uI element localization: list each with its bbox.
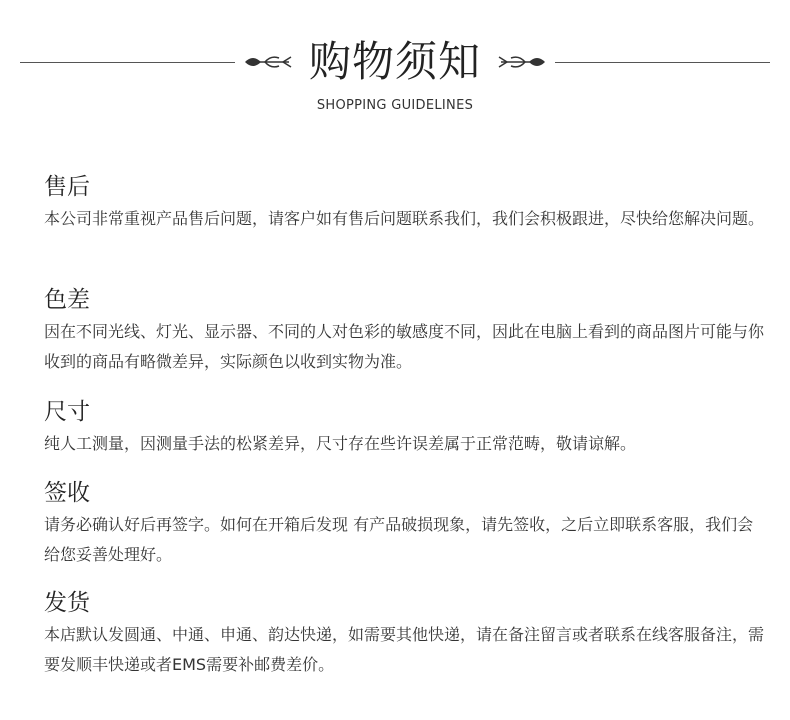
page-title: 购物须知 [308,37,481,86]
section-text: 纯人工测量，因测量手法的松紧差异，尺寸存在些许误差属于正常范畴，敬请谅解。 [44,434,637,453]
header-rule-left [20,62,235,63]
section-text: 本店默认发圆通、中通、申通、韵达快递，如需要其他快递，请在备注留言或者联系在线客服备注，需要发顺丰快递或者EMS需要补邮费差价。 [44,625,765,674]
right-flourish-icon [497,50,547,74]
section-heading: 色差 [44,287,90,313]
section-heading: 售后 [44,174,90,200]
section-color-difference [44,285,764,377]
header-rule-right [555,62,770,63]
section-text: 请务必确认好后再签字。如何在开箱后发现 有产品破损现象，请先签收，之后立即联系客服，我们会给您妥善处理好。 [44,515,754,564]
page-subtitle: SHOPPING GUIDELINES [316,98,474,113]
section-text: 本公司非常重视产品售后问题，请客户如有售后问题联系我们，我们会积极跟进，尽快给您解决问题。 [44,209,765,228]
section-after-sales [44,172,764,234]
section-heading: 发货 [44,590,90,616]
section-sign-for [44,478,764,570]
section-size [44,397,764,459]
section-heading: 尺寸 [44,399,90,425]
section-shipping [44,588,764,680]
page-header [0,0,790,130]
section-heading: 签收 [44,480,90,506]
section-text: 因在不同光线、灯光、显示器、不同的人对色彩的敏感度不同，因此在电脑上看到的商品图片可能与你收到的商品有略微差异，实际颜色以收到实物为准。 [44,322,765,371]
left-flourish-icon [243,50,293,74]
